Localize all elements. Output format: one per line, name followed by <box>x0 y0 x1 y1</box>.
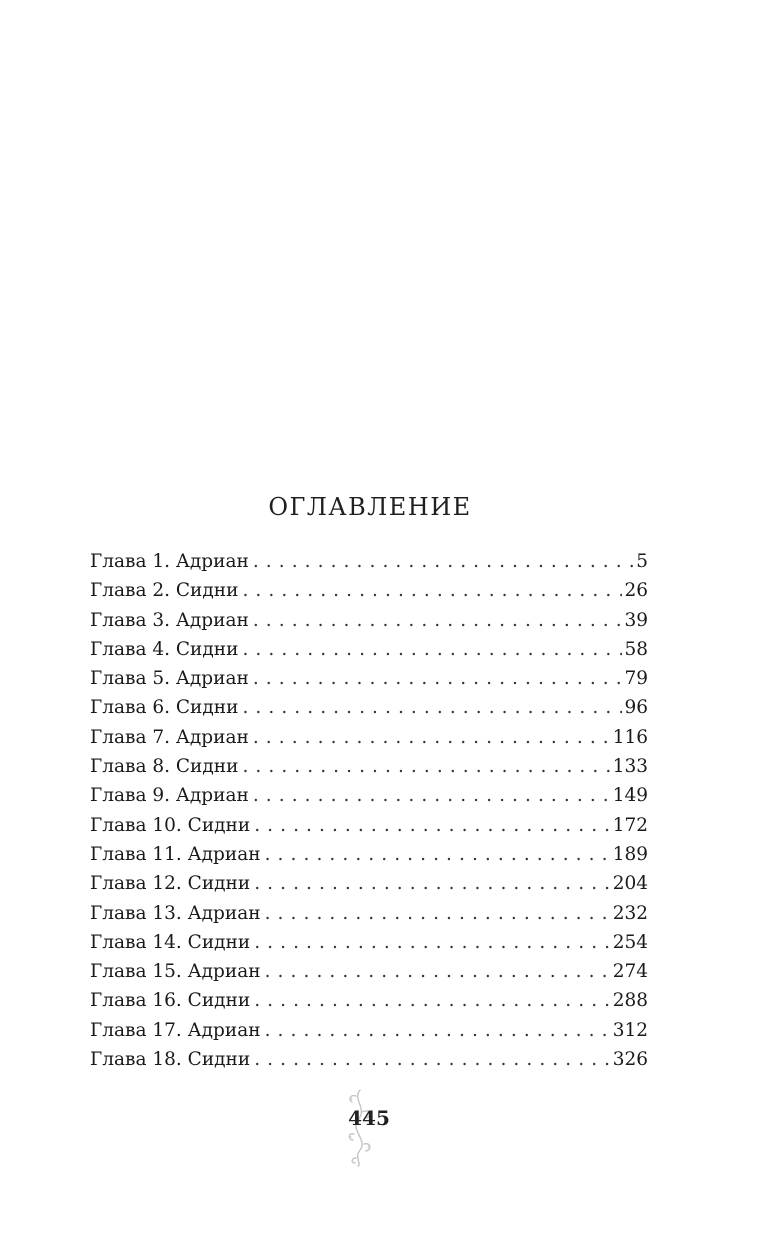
toc-chapter-label: Глава 9. Адриан <box>90 785 253 806</box>
toc-dot-leader <box>254 815 610 836</box>
toc-page-number: 5 <box>636 551 648 572</box>
toc-entry[interactable] <box>90 727 648 756</box>
toc-entry[interactable] <box>90 639 648 668</box>
toc-dot-leader <box>265 903 611 924</box>
toc-dot-leader <box>253 610 623 631</box>
toc-chapter-label: Глава 1. Адриан <box>90 551 253 572</box>
toc-chapter-label: Глава 3. Адриан <box>90 610 253 631</box>
toc-entry[interactable] <box>90 903 648 932</box>
toc-chapter-label: Глава 4. Сидни <box>90 639 242 660</box>
toc-dot-leader <box>254 1049 610 1070</box>
table-of-contents <box>90 551 648 1078</box>
toc-chapter-label: Глава 16. Сидни <box>90 990 254 1011</box>
toc-page-number: 26 <box>624 580 648 602</box>
toc-page-number: 312 <box>612 1019 648 1041</box>
toc-page-number: 172 <box>612 814 648 836</box>
toc-page-number: 288 <box>612 990 648 1012</box>
toc-entry[interactable] <box>90 610 648 639</box>
toc-dot-leader <box>242 697 622 718</box>
toc-entry[interactable] <box>90 697 648 726</box>
toc-entry[interactable] <box>90 990 648 1019</box>
toc-dot-leader <box>265 961 611 982</box>
toc-entry[interactable] <box>90 932 648 961</box>
toc-page-number: 274 <box>612 961 648 983</box>
toc-entry[interactable] <box>90 580 648 609</box>
toc-chapter-label: Глава 11. Адриан <box>90 844 265 865</box>
toc-chapter-label: Глава 7. Адриан <box>90 727 253 748</box>
toc-dot-leader <box>253 727 611 748</box>
toc-chapter-label: Глава 18. Сидни <box>90 1049 254 1070</box>
toc-page-number: 232 <box>612 902 648 924</box>
toc-chapter-label: Глава 15. Адриан <box>90 961 265 982</box>
toc-entry[interactable] <box>90 785 648 814</box>
toc-dot-leader <box>265 1020 611 1041</box>
toc-dot-leader <box>242 580 622 601</box>
toc-chapter-label: Глава 2. Сидни <box>90 580 242 601</box>
toc-page-number: 204 <box>612 873 648 895</box>
toc-page-number: 254 <box>612 931 648 953</box>
toc-page-number: 149 <box>612 785 648 807</box>
toc-dot-leader <box>254 990 610 1011</box>
toc-entry[interactable] <box>90 1020 648 1049</box>
toc-chapter-label: Глава 13. Адриан <box>90 903 265 924</box>
toc-page-number: 39 <box>624 609 648 631</box>
toc-page-number: 189 <box>612 843 648 865</box>
page-title: ОГЛАВЛЕНИЕ <box>268 493 472 521</box>
toc-chapter-label: Глава 17. Адриан <box>90 1020 265 1041</box>
toc-chapter-label: Глава 10. Сидни <box>90 815 254 836</box>
toc-dot-leader <box>253 785 611 806</box>
toc-chapter-label: Глава 12. Сидни <box>90 873 254 894</box>
toc-dot-leader <box>253 551 634 572</box>
toc-entry[interactable] <box>90 1049 648 1078</box>
toc-page-number: 79 <box>624 668 648 690</box>
toc-entry[interactable] <box>90 668 648 697</box>
toc-page-number: 96 <box>624 697 648 719</box>
toc-entry[interactable] <box>90 756 648 785</box>
toc-page-number: 58 <box>624 638 648 660</box>
toc-dot-leader <box>265 844 611 865</box>
toc-dot-leader <box>242 639 622 660</box>
toc-chapter-label: Глава 6. Сидни <box>90 697 242 718</box>
toc-page-number: 326 <box>612 1049 648 1071</box>
toc-entry[interactable] <box>90 551 648 580</box>
toc-chapter-label: Глава 8. Сидни <box>90 756 242 777</box>
page-number: 445 <box>348 1106 390 1130</box>
toc-entry[interactable] <box>90 873 648 902</box>
toc-dot-leader <box>253 668 623 689</box>
toc-dot-leader <box>254 873 610 894</box>
toc-page-number: 116 <box>612 726 648 748</box>
toc-page-number: 133 <box>612 756 648 778</box>
toc-dot-leader <box>254 932 610 953</box>
toc-entry[interactable] <box>90 844 648 873</box>
toc-entry[interactable] <box>90 815 648 844</box>
toc-entry[interactable] <box>90 961 648 990</box>
toc-chapter-label: Глава 5. Адриан <box>90 668 253 689</box>
toc-chapter-label: Глава 14. Сидни <box>90 932 254 953</box>
toc-dot-leader <box>242 756 610 777</box>
